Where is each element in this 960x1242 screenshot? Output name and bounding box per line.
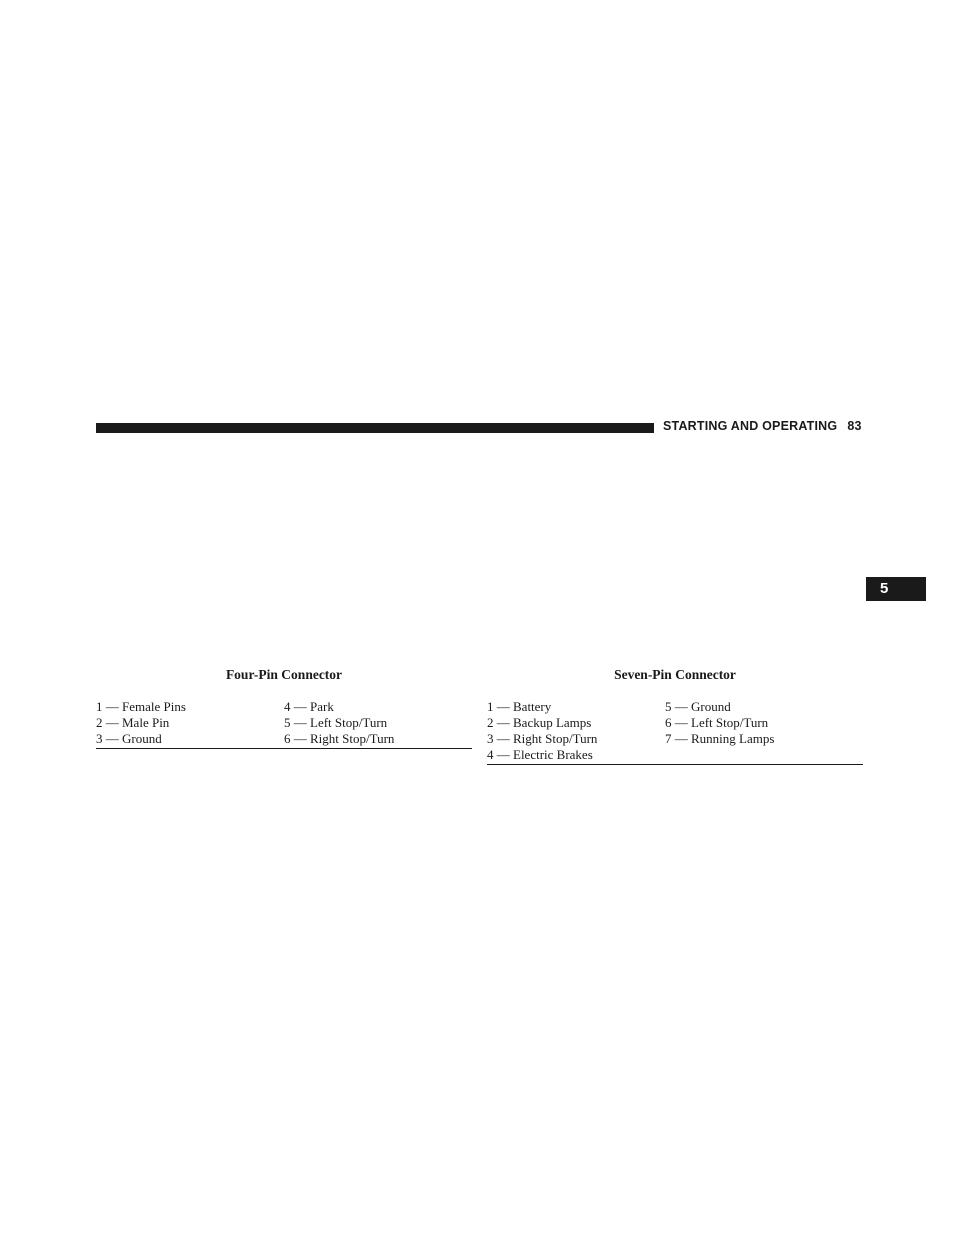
legend-item: 7 — Running Lamps: [665, 731, 775, 746]
chapter-tab: 5: [866, 577, 926, 601]
legend-item: 5 — Left Stop/Turn: [284, 715, 388, 730]
legend-item: 6 — Right Stop/Turn: [284, 731, 395, 746]
page-number: 83: [847, 419, 862, 433]
legend-columns: [96, 699, 472, 747]
legend-item: 5 — Ground: [665, 699, 731, 714]
legend-divider: [487, 764, 863, 765]
running-header: [663, 419, 863, 433]
legend-item: 6 — Left Stop/Turn: [665, 715, 769, 730]
legend-column-right: [284, 699, 394, 747]
legend-item: 4 — Park: [284, 699, 334, 714]
seven-pin-legend: [487, 667, 863, 765]
legend-title: Seven-Pin Connector: [614, 667, 736, 682]
legend-item: 1 — Female Pins: [96, 699, 186, 714]
legend-item: 2 — Male Pin: [96, 715, 170, 730]
legend-column-right: [665, 699, 774, 763]
legend-item: 4 — Electric Brakes: [487, 747, 593, 762]
legend-title: Four-Pin Connector: [225, 667, 343, 682]
legend-column-left: [487, 699, 665, 763]
legend-item: 2 — Backup Lamps: [487, 715, 592, 730]
legend-columns: [487, 699, 863, 763]
header-rule-bar: [96, 423, 654, 433]
legend-divider: [96, 748, 472, 749]
four-pin-legend: [96, 667, 472, 749]
section-title: STARTING AND OPERATING: [663, 419, 838, 433]
legend-item: 3 — Ground: [96, 731, 162, 746]
legend-item: 1 — Battery: [487, 699, 552, 714]
legend-item: 3 — Right Stop/Turn: [487, 731, 598, 746]
legend-column-left: [96, 699, 284, 747]
